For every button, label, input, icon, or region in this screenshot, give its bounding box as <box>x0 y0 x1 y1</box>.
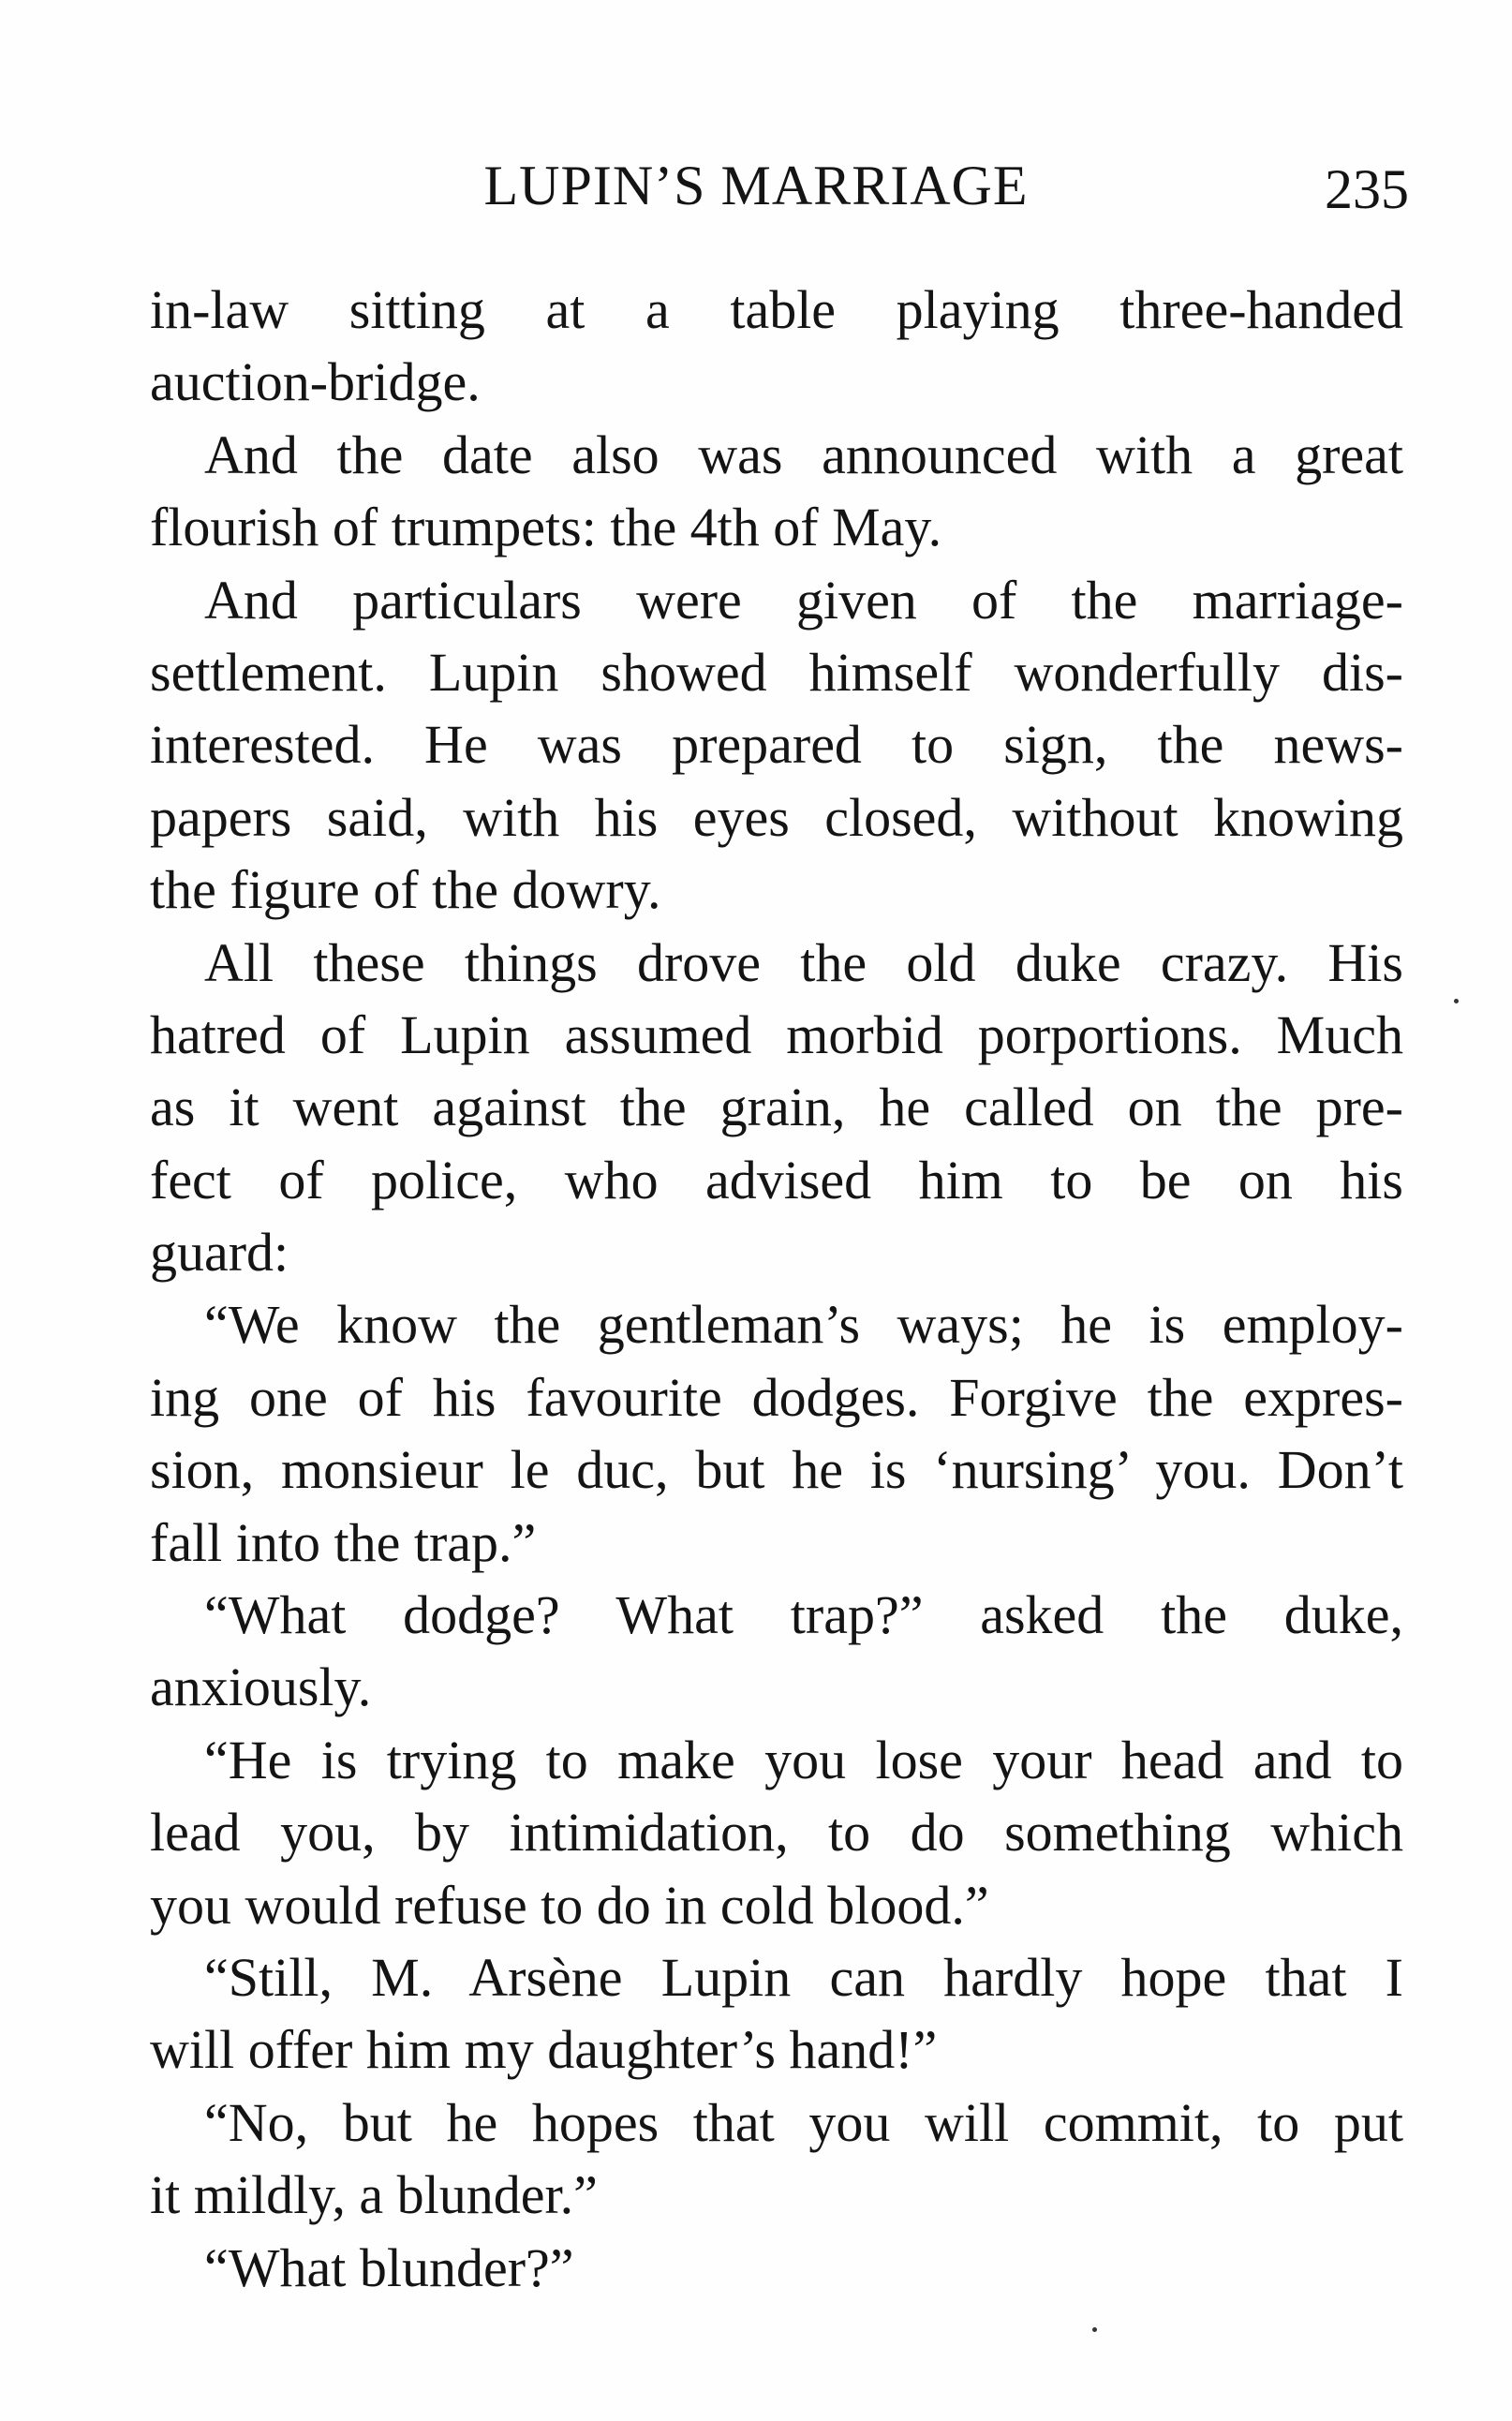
print-speck <box>1454 999 1459 1003</box>
text-line: it mildly, a blunder.” <box>150 2164 598 2226</box>
text-line: the figure of the dowry. <box>150 859 661 921</box>
paragraph <box>150 1941 1403 2087</box>
text-line: guard: <box>150 1222 289 1284</box>
text-line: sion, monsieur le duc, but he is ‘nursing’ you. Don’t <box>150 1439 1403 1501</box>
paragraph <box>150 2087 1403 2232</box>
text-line: auction-bridge. <box>150 351 481 413</box>
text-line: anxiously. <box>150 1656 372 1718</box>
text-line: you would refuse to do in cold blood.” <box>150 1874 989 1936</box>
text-line: fect of police, who advised him to be on his <box>150 1149 1403 1210</box>
paragraph <box>150 2232 1403 2304</box>
text-line: ing one of his favourite dodges. Forgive the expres- <box>150 1366 1403 1428</box>
paragraph <box>150 419 1403 564</box>
text-line: “What dodge? What trap?” asked the duke, <box>204 1584 1403 1646</box>
text-line: And the date also was announced with a great <box>204 423 1403 485</box>
paragraph <box>150 564 1403 927</box>
print-speck <box>1092 2327 1097 2332</box>
running-title: LUPIN’S MARRIAGE <box>483 155 1029 216</box>
text-line: “He is trying to make you lose your head and to <box>204 1729 1403 1790</box>
paragraph <box>150 927 1403 1289</box>
paragraph <box>150 1724 1403 1941</box>
paragraph <box>150 1579 1403 1724</box>
text-line: “No, but he hopes that you will commit, to put <box>204 2091 1403 2153</box>
text-line: as it went against the grain, he called on the pre- <box>150 1077 1403 1138</box>
page-number: 235 <box>1325 158 1409 220</box>
text-line: fall into the trap.” <box>150 1511 537 1573</box>
text-line: in-law sitting at a table playing three-handed <box>150 279 1403 340</box>
text-line: interested. He was prepared to sign, the news- <box>150 714 1403 776</box>
body-text <box>150 274 1403 2304</box>
text-line: “What blunder?” <box>204 2236 574 2298</box>
text-line: hatred of Lupin assumed morbid porportions. Much <box>150 1003 1403 1065</box>
paragraph <box>150 274 1403 419</box>
text-line: “Still, M. Arsène Lupin can hardly hope that I <box>204 1946 1403 2008</box>
text-line: settlement. Lupin showed himself wonderfully dis- <box>150 641 1403 703</box>
text-line: papers said, with his eyes closed, without knowing <box>150 786 1403 848</box>
paragraph <box>150 1288 1403 1579</box>
text-line: will offer him my daughter’s hand!” <box>150 2019 938 2081</box>
text-line: flourish of trumpets: the 4th of May. <box>150 497 942 558</box>
text-line: And particulars were given of the marriage- <box>204 569 1403 631</box>
text-line: “We know the gentleman’s ways; he is employ- <box>204 1294 1403 1356</box>
running-head <box>0 148 1512 223</box>
text-line: All these things drove the old duke crazy. His <box>204 931 1403 993</box>
text-line: lead you, by intimidation, to do something which <box>150 1802 1403 1864</box>
